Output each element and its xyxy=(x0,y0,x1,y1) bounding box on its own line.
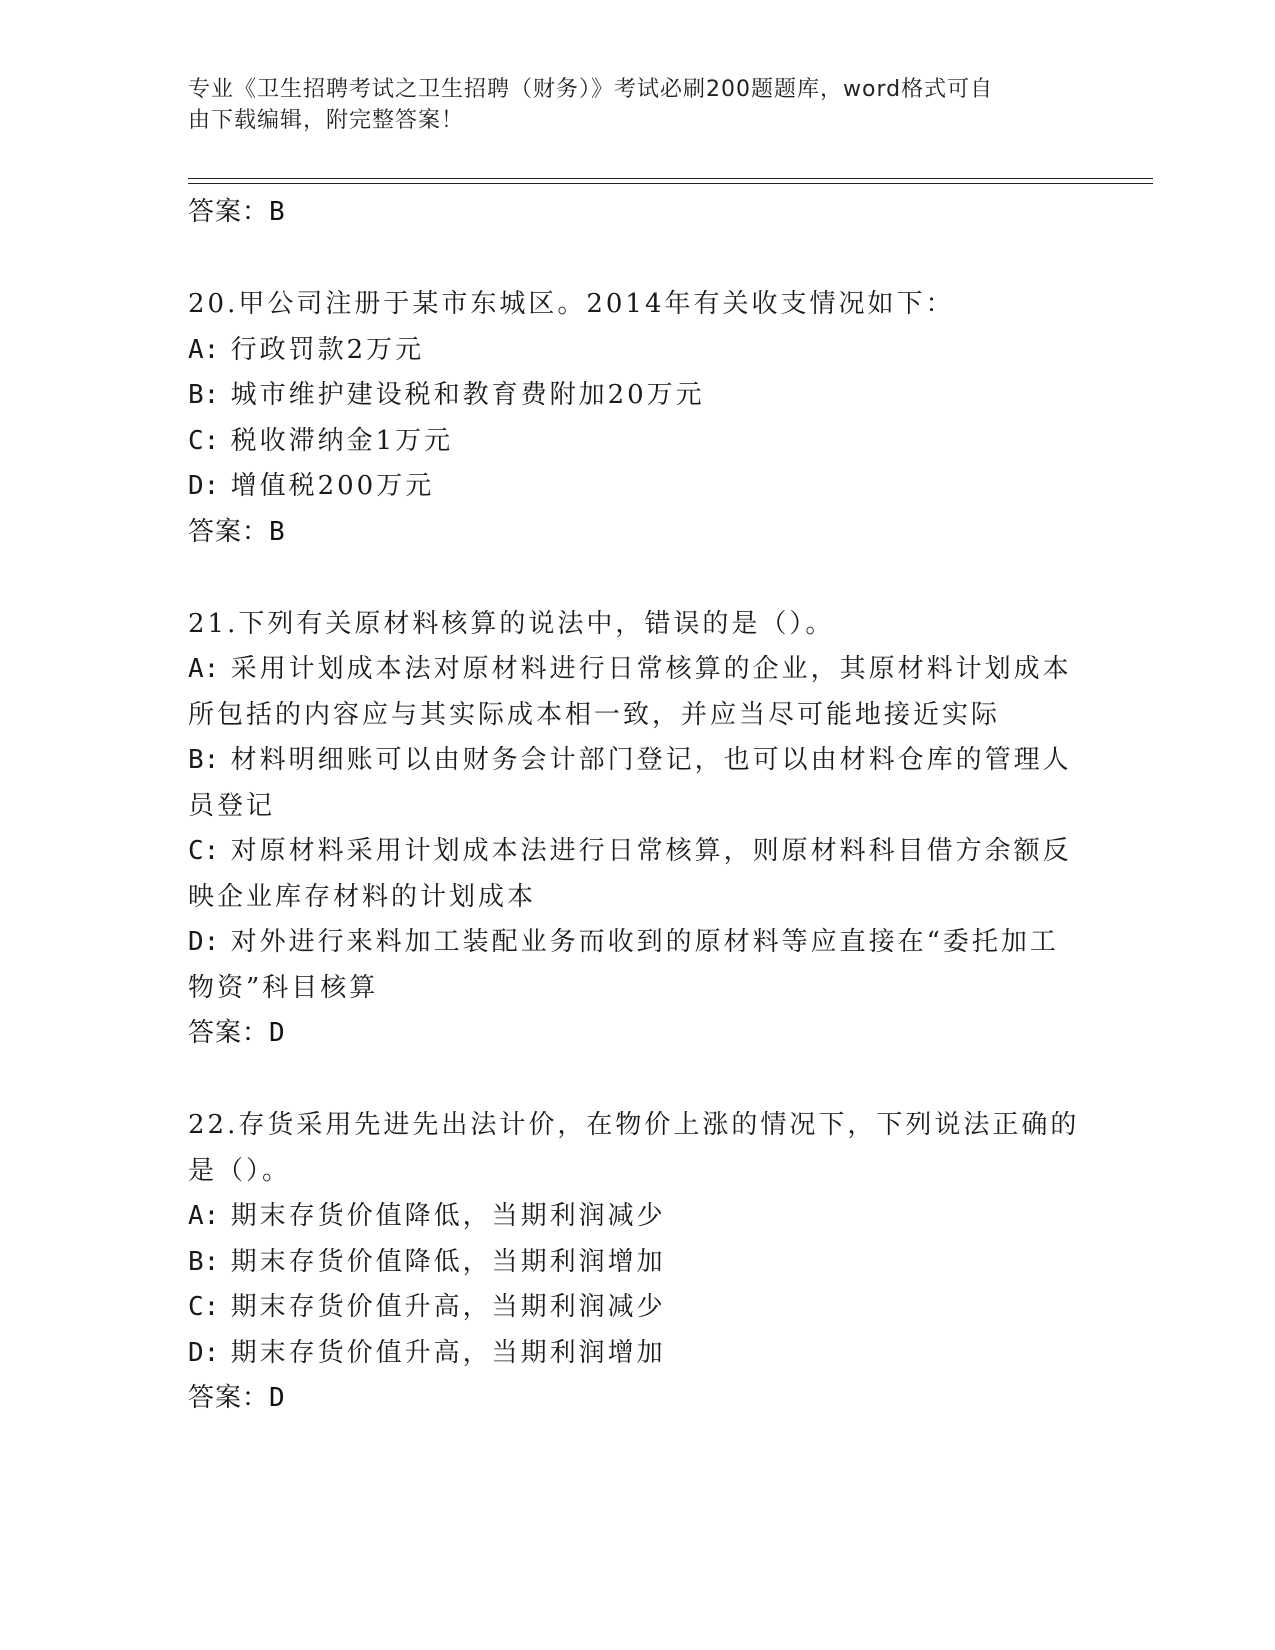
question-text: 是（）。 xyxy=(188,1155,292,1186)
answer-value: B xyxy=(269,197,286,227)
header-rule-bottom xyxy=(188,183,1153,184)
option-text: 期末存货价值升高，当期利润减少 xyxy=(230,1292,666,1322)
question-list xyxy=(188,190,1088,1420)
option-text: 映企业库存材料的计划成本 xyxy=(188,881,537,912)
option-text: 物资”科目核算 xyxy=(188,972,379,1003)
option-line xyxy=(188,693,1088,739)
question-block xyxy=(188,282,1088,554)
question-text: 22.存货采用先进先出法计价，在物价上涨的情况下，下列说法正确的 xyxy=(188,1110,1080,1140)
option-key: B: xyxy=(188,380,220,410)
option-key: C: xyxy=(188,425,220,456)
option-line xyxy=(188,920,1088,966)
option-line xyxy=(188,419,1088,465)
answer-value: D xyxy=(269,1018,286,1048)
answer-line xyxy=(188,1011,1088,1055)
option-key: B: xyxy=(188,1246,220,1277)
option-key: C: xyxy=(188,836,220,866)
answer-label: 答案： xyxy=(188,1018,270,1048)
option-line xyxy=(188,1194,1088,1240)
document-header xyxy=(188,74,1068,136)
option-key: B: xyxy=(188,745,220,775)
header-rule-top xyxy=(188,178,1153,179)
answer-value: D xyxy=(269,1383,286,1413)
option-line xyxy=(188,373,1088,419)
option-key: D: xyxy=(188,471,220,501)
option-text: 增值税200万元 xyxy=(230,471,435,501)
option-line xyxy=(188,1331,1088,1377)
option-text: 采用计划成本法对原材料进行日常核算的企业，其原材料计划成本 xyxy=(230,654,1072,684)
option-key: A: xyxy=(188,654,220,684)
option-text: 期末存货价值降低，当期利润增加 xyxy=(230,1246,666,1277)
option-key: D: xyxy=(188,927,220,957)
option-key: A: xyxy=(188,334,220,365)
answer-line xyxy=(188,510,1088,554)
option-key: D: xyxy=(188,1337,220,1368)
header-line-2: 由下载编辑，附完整答案！ xyxy=(188,108,465,133)
option-text: 行政罚款2万元 xyxy=(230,334,425,365)
option-line xyxy=(188,464,1088,510)
option-text: 材料明细账可以由财务会计部门登记，也可以由材料仓库的管理人 xyxy=(230,745,1072,775)
question-block xyxy=(188,602,1088,1056)
answer-label: 答案： xyxy=(188,1383,270,1413)
option-line xyxy=(188,1240,1088,1286)
option-text: 员登记 xyxy=(188,790,276,821)
option-text: 税收滞纳金1万元 xyxy=(230,425,454,456)
question-block xyxy=(188,1103,1088,1420)
option-line xyxy=(188,328,1088,374)
question-text: 21.下列有关原材料核算的说法中，错误的是（）。 xyxy=(188,608,835,639)
answer-line xyxy=(188,190,1088,234)
option-text: 期末存货价值降低，当期利润减少 xyxy=(230,1201,666,1231)
answer-label: 答案： xyxy=(188,197,270,227)
option-key: C: xyxy=(188,1292,220,1322)
option-text: 城市维护建设税和教育费附加20万元 xyxy=(230,380,705,410)
option-line xyxy=(188,647,1088,693)
option-line xyxy=(188,829,1088,875)
option-key: A: xyxy=(188,1201,220,1231)
option-line xyxy=(188,1285,1088,1331)
option-line xyxy=(188,784,1088,830)
answer-line xyxy=(188,1376,1088,1420)
question-text: 20.甲公司注册于某市东城区。2014年有关收支情况如下： xyxy=(188,289,955,319)
option-line xyxy=(188,738,1088,784)
answer-value: B xyxy=(269,516,286,547)
option-text: 所包括的内容应与其实际成本相一致，并应当尽可能地接近实际 xyxy=(188,699,1001,730)
option-text: 对原材料采用计划成本法进行日常核算，则原材料科目借方余额反 xyxy=(230,836,1072,866)
option-line xyxy=(188,875,1088,921)
header-line-1: 专业《卫生招聘考试之卫生招聘（财务）》考试必刷200题题库，word格式可自 xyxy=(188,77,994,102)
option-text: 对外进行来料加工装配业务而收到的原材料等应直接在“委托加工 xyxy=(230,927,1059,957)
option-text: 期末存货价值升高，当期利润增加 xyxy=(230,1337,666,1368)
questions-container xyxy=(188,282,1088,1420)
answer-label: 答案： xyxy=(188,516,270,547)
option-line xyxy=(188,966,1088,1012)
